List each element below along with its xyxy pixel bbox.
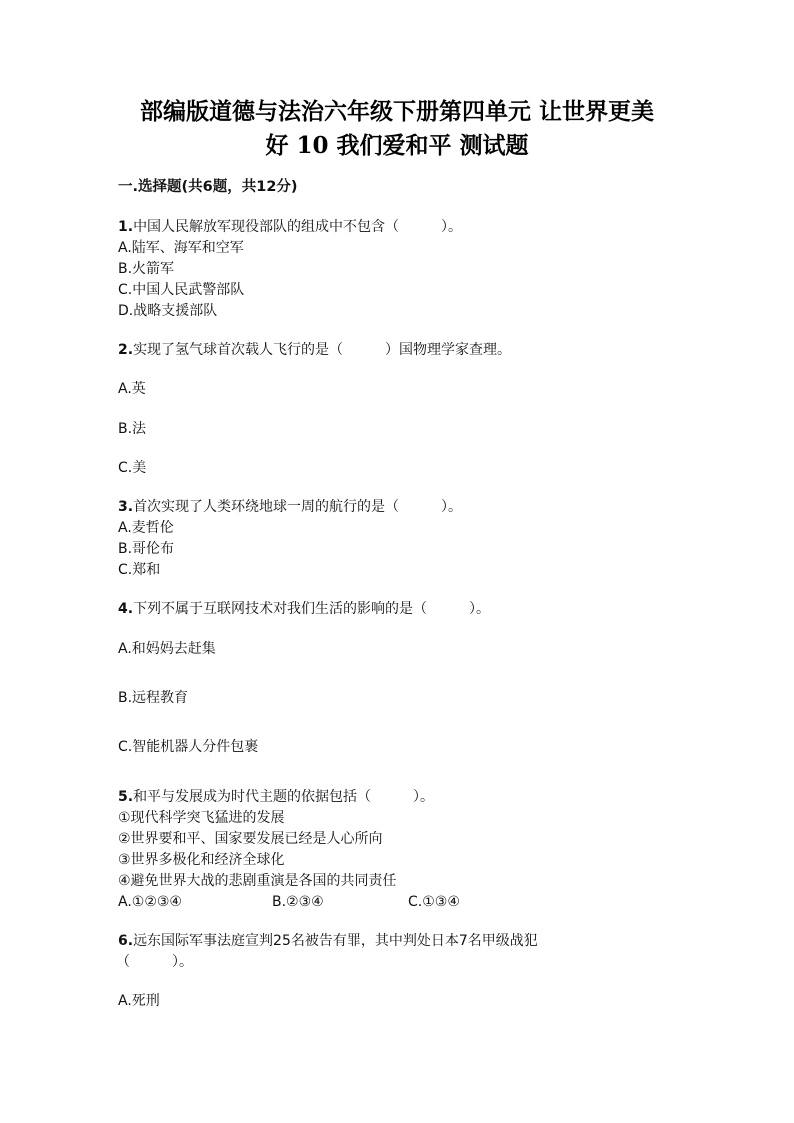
- question-2-option-a[interactable]: A.英: [118, 381, 146, 397]
- question-number: 2.: [118, 342, 134, 358]
- question-2-option-b[interactable]: B.法: [118, 421, 147, 437]
- question-3-option-b[interactable]: B.哥伦布: [118, 541, 175, 557]
- question-4-option-b[interactable]: B.远程教育: [118, 690, 189, 706]
- question-6-stem-continued: （ ）。: [116, 954, 193, 970]
- question-text: 中国人民解放军现役部队的组成中不包含（ ）。: [133, 219, 463, 235]
- question-5-option-a[interactable]: A.①②③④: [118, 894, 182, 910]
- question-4-option-a[interactable]: A.和妈妈去赶集: [118, 641, 216, 657]
- question-1-option-c[interactable]: C.中国人民武警部队: [118, 282, 245, 298]
- question-1-option-d[interactable]: D.战略支援部队: [118, 303, 218, 319]
- question-4-option-c[interactable]: C.智能机器人分件包裹: [118, 739, 259, 755]
- question-5-statement-1: ①现代科学突飞猛进的发展: [118, 810, 285, 826]
- question-5-option-b[interactable]: B.②③④: [272, 894, 324, 910]
- question-3-option-a[interactable]: A.麦哲伦: [118, 520, 174, 536]
- question-text: 实现了氢气球首次载人飞行的是（ ）国物理学家查理。: [133, 342, 512, 358]
- question-number: 4.: [118, 601, 134, 617]
- question-text: 和平与发展成为时代主题的依据包括（ ）。: [133, 789, 435, 805]
- question-number: 6.: [118, 933, 134, 949]
- question-5-statement-2: ②世界要和平、国家要发展已经是人心所向: [118, 831, 383, 847]
- question-1-option-a[interactable]: A.陆军、海军和空军: [118, 240, 244, 256]
- question-number: 5.: [118, 789, 134, 805]
- question-2-option-c[interactable]: C.美: [118, 460, 147, 476]
- question-4-stem: [118, 600, 490, 618]
- question-text: 下列不属于互联网技术对我们生活的影响的是（ ）。: [133, 601, 491, 617]
- question-number: 3.: [118, 499, 134, 515]
- question-5-statement-4: ④避免世界大战的悲剧重演是各国的共同责任: [118, 873, 397, 889]
- page-title-line-1: 部编版道德与法治六年级下册第四单元 让世界更美: [139, 98, 654, 125]
- question-5-statement-3: ③世界多极化和经济全球化: [118, 852, 285, 868]
- question-5-stem: [118, 788, 434, 806]
- section-heading: 一.选择题(共6题，共12分): [118, 179, 298, 195]
- question-5-option-c[interactable]: C.①③④: [408, 894, 460, 910]
- question-1-stem: [118, 218, 462, 236]
- question-number: 1.: [118, 219, 134, 235]
- question-text: 远东国际军事法庭宣判25名被告有罪，其中判处日本7名甲级战犯: [133, 933, 538, 949]
- question-6-option-a[interactable]: A.死刑: [118, 993, 160, 1009]
- question-text: 首次实现了人类环绕地球一周的航行的是（ ）。: [133, 499, 463, 515]
- page-title-line-2: 好 10 我们爱和平 测试题: [265, 132, 529, 159]
- question-1-option-b[interactable]: B.火箭军: [118, 261, 175, 277]
- question-2-stem: [118, 341, 511, 359]
- question-3-option-c[interactable]: C.郑和: [118, 562, 161, 578]
- question-3-stem: [118, 498, 462, 516]
- question-6-stem: [118, 932, 538, 950]
